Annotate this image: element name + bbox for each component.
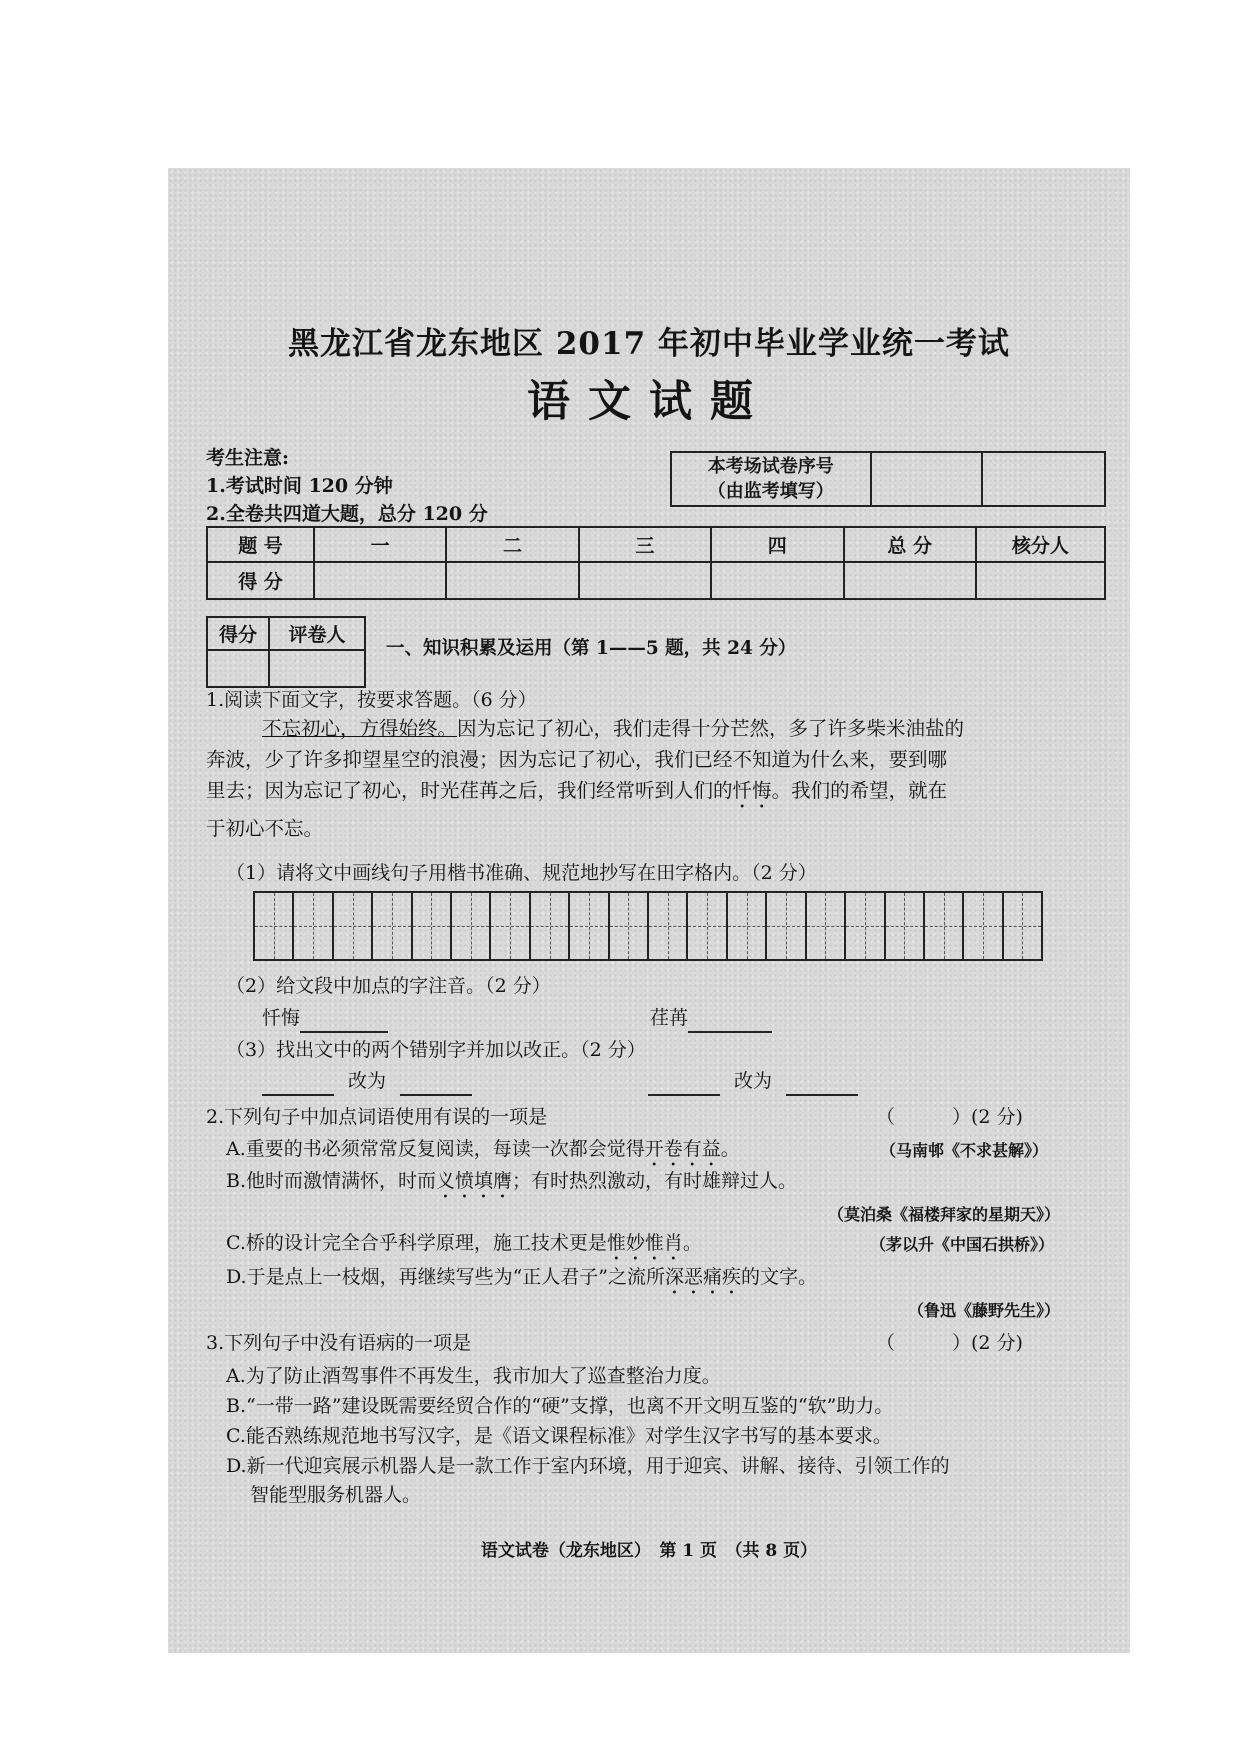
- score-table-header: 四: [711, 527, 843, 562]
- pinyin-blank-b[interactable]: [688, 1009, 772, 1033]
- q1-passage: [206, 713, 1086, 844]
- score-row-label: 得 分: [207, 562, 314, 599]
- q3-option-d: D.新一代迎宾展示机器人是一款工作于室内环境，用于迎宾、讲解、接待、引领工作的: [226, 1455, 950, 1477]
- q1-sub3: （3）找出文中的两个错别字并加以改正。（2 分）: [226, 1039, 646, 1061]
- typo-correct-blank-1[interactable]: [400, 1072, 472, 1096]
- change-to-label: 改为: [734, 1070, 773, 1092]
- score-cell[interactable]: [314, 562, 446, 599]
- typo-wrong-blank-1[interactable]: [262, 1072, 334, 1096]
- seat-number-field-2[interactable]: [982, 452, 1105, 506]
- q1-sub2: （2）给文段中加点的字注音。（2 分）: [226, 975, 551, 997]
- q1-sub2-word-b: 荏苒: [650, 1007, 689, 1029]
- seat-number-box: [670, 451, 1106, 507]
- seat-number-note: （由监考填写）: [707, 481, 834, 502]
- q1-passage-text: 因为忘记了初心，我们走得十分芒然，多了许多柴米油盐的: [457, 717, 965, 740]
- q2-option-b-source: （莫泊桑《福楼拜家的星期天》）: [828, 1205, 1061, 1224]
- q2-option-d-source: （鲁迅《藤野先生》）: [908, 1301, 1061, 1320]
- q2-option-c: C.桥的设计完全合乎科学原理，施工技术更是惟妙惟肖。: [226, 1232, 702, 1254]
- score-cell[interactable]: [579, 562, 711, 599]
- q2-option-a: A.重要的书必须常常反复阅读，每读一次都会觉得开卷有益。: [226, 1138, 740, 1160]
- grader-box-grader-field[interactable]: [269, 650, 365, 687]
- seat-number-label: 本考场试卷序号: [707, 456, 834, 477]
- score-table-header: 一: [314, 527, 446, 562]
- notice-item-2: 2.全卷共四道大题，总分 120 分: [206, 503, 488, 525]
- q2-option-d: D.于是点上一枝烟，再继续写些为“正人君子”之流所深恶痛疾的文字。: [226, 1266, 818, 1288]
- change-to-label: 改为: [348, 1070, 387, 1092]
- q1-sub2-word-a: 忏悔: [262, 1007, 301, 1029]
- notice-item-1: 1.考试时间 120 分钟: [206, 475, 393, 497]
- q1-stem: 1.阅读下面文字，按要求答题。（6 分）: [206, 689, 537, 711]
- notice-heading: 考生注意:: [206, 447, 290, 469]
- score-table-header: 核分人: [976, 527, 1105, 562]
- q1-passage-text: 里去；因为忘记了初心，时光: [206, 779, 460, 802]
- q3-option-c: C.能否熟练规范地书写汉字，是《语文课程标准》对学生汉字书写的基本要求。: [226, 1425, 892, 1447]
- q2-option-d-dotted: 深恶痛疾: [665, 1266, 742, 1288]
- q1-passage-text: 。我们的希望，就在: [771, 779, 948, 802]
- q3-stem: 3.下列句子中没有语病的一项是: [206, 1332, 472, 1354]
- score-cell[interactable]: [976, 562, 1105, 599]
- grader-box-grader-label: 评卷人: [269, 617, 365, 650]
- q2-option-b: B.他时而激情满怀，时而义愤填膺；有时热烈激动，有时雄辩过人。: [226, 1170, 798, 1192]
- score-cell[interactable]: [711, 562, 843, 599]
- score-table-header: 题 号: [207, 527, 314, 562]
- exam-title: 黑龙江省龙东地区 2017 年初中毕业学业统一考试: [288, 326, 1010, 362]
- section-1-title: 一、知识积累及运用（第 1——5 题，共 24 分）: [386, 638, 797, 659]
- q3-option-a: A.为了防止酒驾事件不再发生，我市加大了巡查整治力度。: [226, 1365, 721, 1387]
- score-table-header: 总 分: [844, 527, 976, 562]
- q2-answer-slot[interactable]: （ ）(2 分): [876, 1106, 1023, 1128]
- q1-passage-underlined: 不忘初心，方得始终。: [262, 717, 458, 740]
- q3-answer-slot[interactable]: （ ）(2 分): [876, 1332, 1023, 1354]
- score-table-header: 三: [579, 527, 711, 562]
- q2-option-b-dotted: 义愤填膺: [436, 1170, 513, 1192]
- q2-option-c-dotted: 惟妙惟肖: [606, 1232, 683, 1254]
- seat-number-field-1[interactable]: [871, 452, 982, 506]
- q3-option-d-cont: 智能型服务机器人。: [250, 1484, 422, 1506]
- tianzige-grid[interactable]: [253, 891, 1043, 961]
- score-table-header: 二: [446, 527, 578, 562]
- grader-box: [206, 616, 366, 688]
- grader-box-score-label: 得分: [207, 617, 269, 650]
- exam-page: [168, 168, 1130, 1653]
- subject-title: 语文试题: [527, 377, 771, 427]
- grader-box-score-field[interactable]: [207, 650, 269, 687]
- q1-passage-text: 奔波，少了许多抑望星空的浪漫；因为忘记了初心，我们已经不知道为什么来，要到哪: [206, 748, 948, 771]
- score-cell[interactable]: [844, 562, 976, 599]
- q3-option-b: B.“一带一路”建设既需要经贸合作的“硬”支撑，也离不开文明互鉴的“软”助力。: [226, 1395, 894, 1417]
- pinyin-blank-a[interactable]: [300, 1009, 388, 1033]
- q1-passage-dotted: 荏苒: [459, 779, 499, 802]
- typo-correct-blank-2[interactable]: [786, 1072, 858, 1096]
- q2-option-a-source: （马南邨《不求甚解》）: [880, 1141, 1049, 1160]
- typo-wrong-blank-2[interactable]: [648, 1072, 720, 1096]
- q1-passage-text: 于初心不忘。: [206, 817, 324, 840]
- q2-option-c-source: （茅以升《中国石拱桥》）: [870, 1235, 1055, 1254]
- q2-option-a-dotted: 开卷有益: [644, 1138, 721, 1160]
- q1-sub1: （1）请将文中画线句子用楷书准确、规范地抄写在田字格内。（2 分）: [226, 862, 817, 884]
- q2-stem: 2.下列句子中加点词语使用有误的一项是: [206, 1106, 548, 1128]
- score-table: [206, 526, 1106, 600]
- page-footer: 语文试卷（龙东地区） 第 1 页 （共 8 页）: [480, 1541, 818, 1561]
- score-cell[interactable]: [446, 562, 578, 599]
- q1-passage-dotted: 忏悔: [732, 779, 772, 802]
- q1-passage-text: 之后，我们经常听到人们的: [498, 779, 733, 802]
